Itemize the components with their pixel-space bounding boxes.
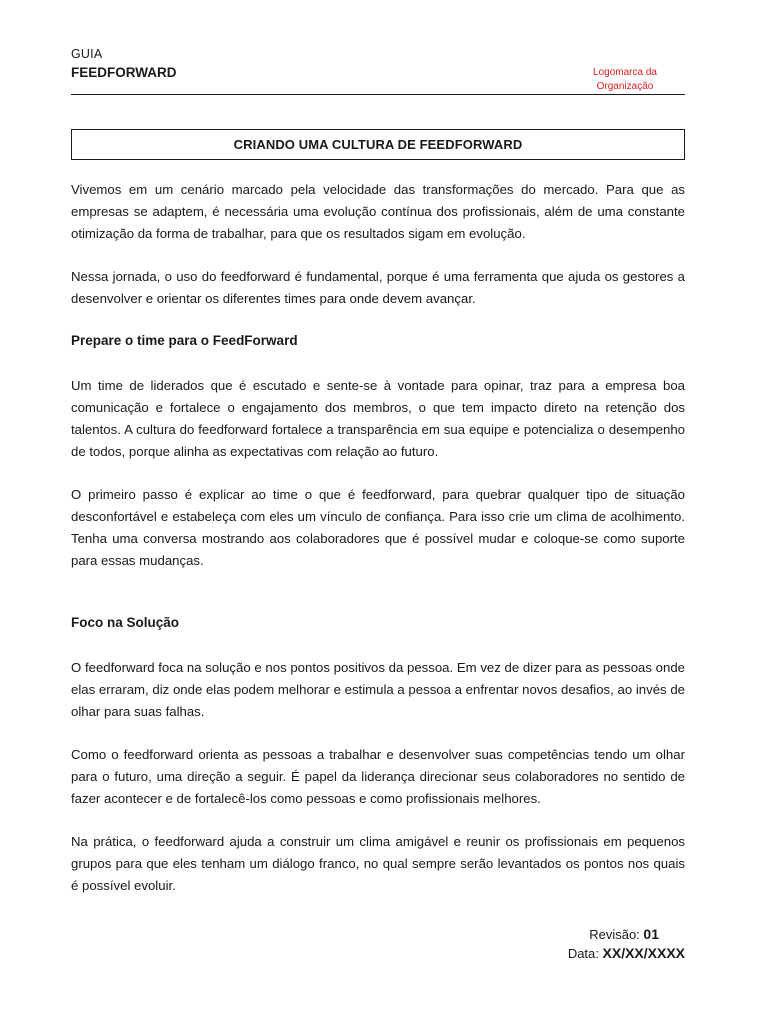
date-line [568,945,685,961]
logo-placeholder-line2: Organização [596,81,654,92]
revision-value: 01 [643,926,659,942]
date-value: XX/XX/XXXX [602,945,685,961]
focus-paragraph-3: Na prática, o feedforward ajuda a construir um clima amigável e reunir os profissionais em pequenos grupos para que eles tenham um diálogo franco, no qual sempre serão levantados os pontos nos quais é possível evoluir. [71,834,685,893]
intro-paragraph-1: Vivemos em um cenário marcado pela velocidade das transformações do mercado. Para que as empresas se adaptem, é necessária uma evolução contínua dos profissionais, além de uma constante otimização da forma de trabalhar, para que os resultados sigam em evolução. [71,182,685,241]
logo-placeholder [575,66,675,94]
document-title: FEEDFORWARD [71,65,177,80]
prepare-paragraph-2: O primeiro passo é explicar ao time o que é feedforward, para quebrar qualquer tipo de situação desconfortável e estabeleça com eles um vínculo de confiança. Para isso crie um clima de acolhimento. Tenha uma conversa mostrando aos colaboradores que é possível mudar e coloque-se como suporte para essas mudanças. [71,487,685,568]
logo-placeholder-line1: Logomarca da [593,67,657,78]
intro-paragraph-2: Nessa jornada, o uso do feedforward é fundamental, porque é uma ferramenta que ajuda os gestores a desenvolver e orientar os diferentes times para onde devem avançar. [71,269,685,306]
guide-label: GUIA [71,47,103,61]
revision-line [589,926,659,942]
revision-label: Revisão: [589,927,640,942]
header-divider [71,94,685,95]
focus-paragraph-1: O feedforward foca na solução e nos pontos positivos da pessoa. Em vez de dizer para as pessoas onde elas erraram, diz onde elas podem melhorar e estimula a pessoa a enfrentar novos desafios, ao invés de olhar para suas falhas. [71,660,685,719]
focus-paragraph-2: Como o feedforward orienta as pessoas a trabalhar e desenvolver suas competências tendo um olhar para o futuro, uma direção a seguir. É papel da liderança direcionar seus colaboradores no sentido de fazer acontecer e de fortalecê-los como pessoas e como profissionais melhores. [71,747,685,806]
date-label: Data: [567,946,599,961]
heading-prepare-team: Prepare o time para o FeedForward [71,333,298,348]
heading-focus-solution: Foco na Solução [71,615,180,630]
section-title: CRIANDO UMA CULTURA DE FEEDFORWARD [233,137,523,152]
section-title-box [71,129,685,160]
prepare-paragraph-1: Um time de liderados que é escutado e sente-se à vontade para opinar, traz para a empresa boa comunicação e fortalece o engajamento dos membros, o que tem impacto direto na retenção dos talentos. A cultura do feedforward fortalece a transparência em sua equipe e potencializa o desempenho de todos, porque alinha as expectativas com relação ao futuro. [71,378,685,459]
